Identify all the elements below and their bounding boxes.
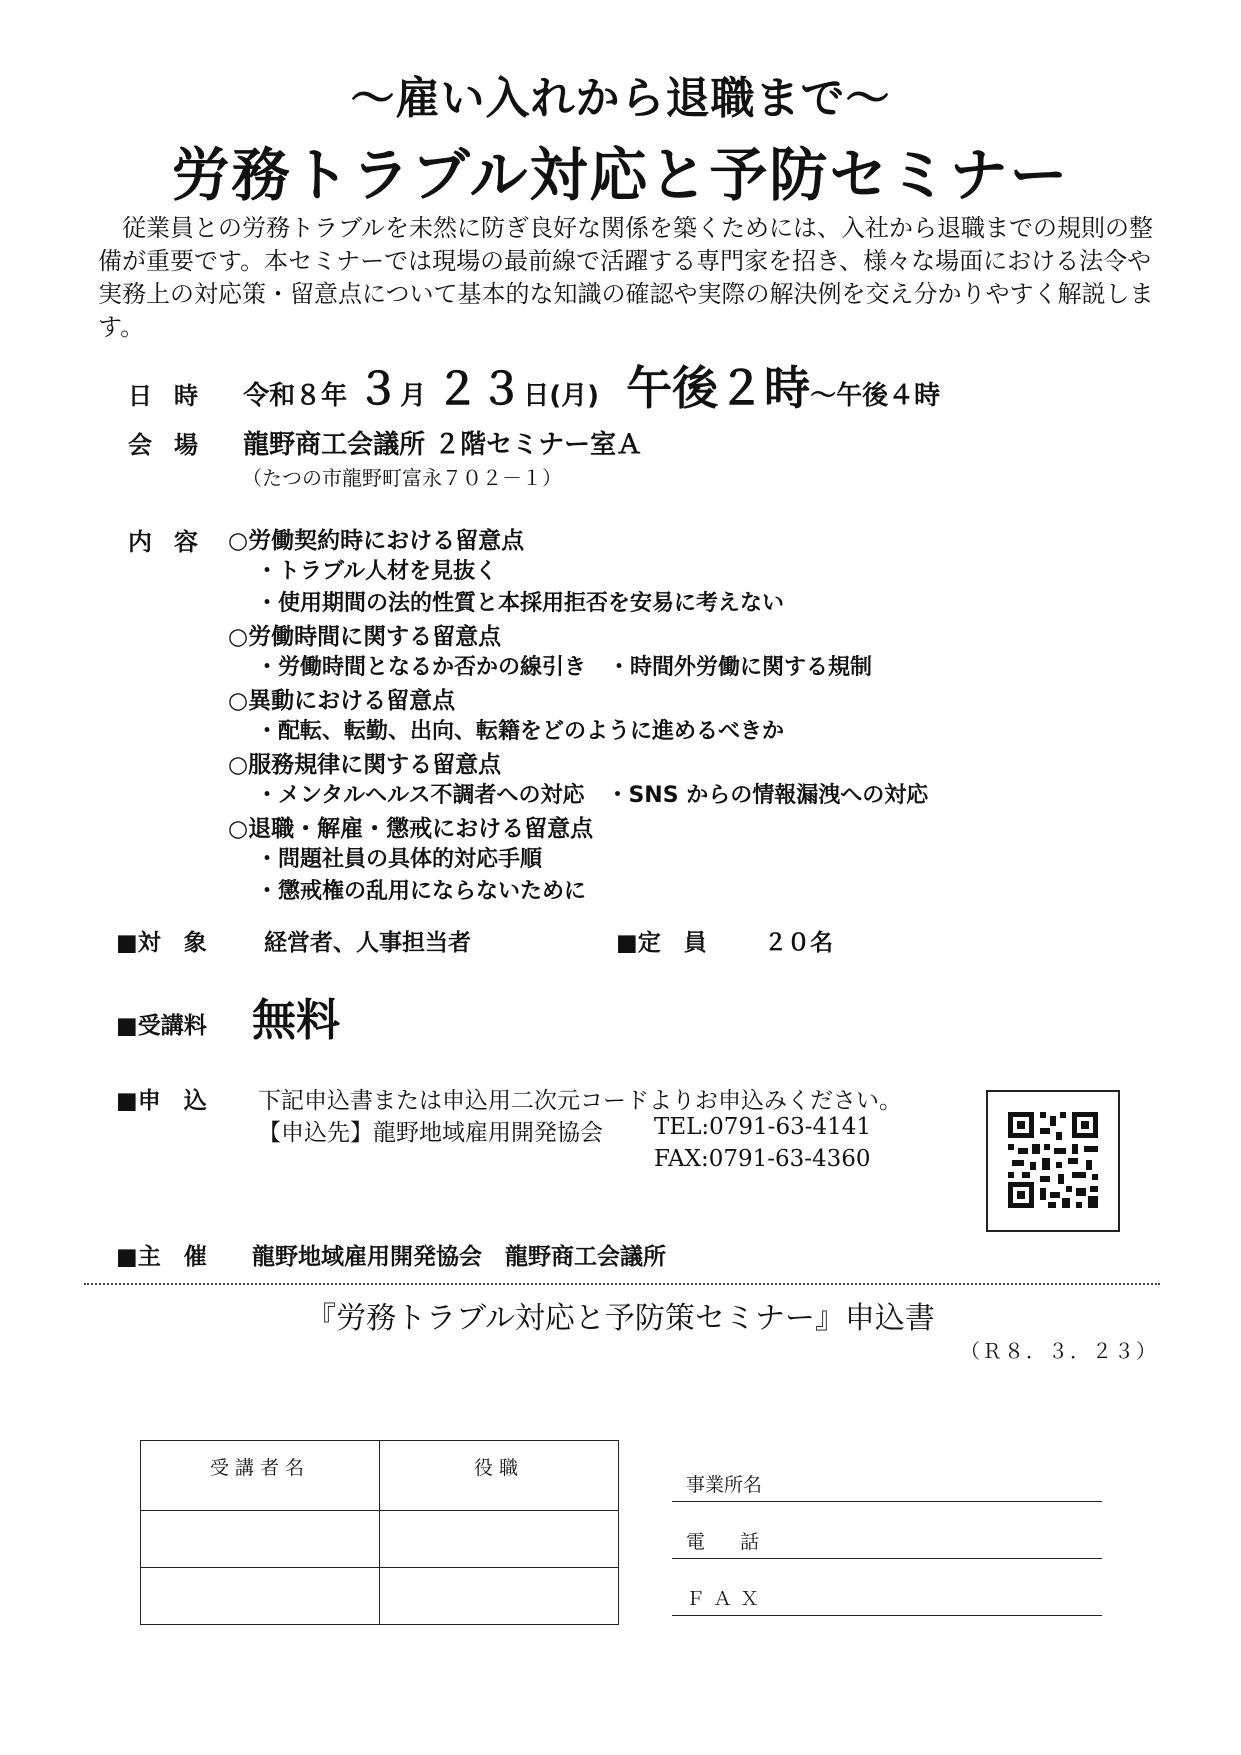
- capacity-value: ２０名: [764, 930, 833, 956]
- topic-item: ・懲戒権の乱用にならないために: [256, 879, 587, 904]
- schedule-start: 午後２時: [626, 361, 811, 415]
- venue-address: （たつの市龍野町富永７０２－１）: [242, 466, 562, 490]
- organizer-value: 龍野地域雇用開発協会 龍野商工会議所: [252, 1244, 666, 1270]
- application-tel: TEL:0791-63-4141: [654, 1114, 872, 1140]
- venue-label: 会場: [128, 431, 220, 459]
- topic-title: ○労働時間に関する留意点: [228, 624, 502, 650]
- schedule-month-unit: 月: [400, 381, 427, 411]
- venue-row: [128, 424, 642, 461]
- phone-label: 電 話: [686, 1531, 768, 1553]
- intro-paragraph: 従業員との労務トラブルを未然に防ぎ良好な関係を築くためには、入社から退職までの規則の整備が重要です。本セミナーでは現場の最前線で活躍する専門家を招き、様々な場面における法令や実務上の対応策・留意点について基本的な知識の確認や実際の解決例を交え分かりやすく解説します。: [98, 214, 1154, 341]
- topic-item: ・トラブル人材を見抜く: [256, 559, 498, 584]
- participant-position-cell[interactable]: [380, 1511, 619, 1568]
- topic-item: ・メンタルヘルス不調者への対応 ・SNS からの情報漏洩への対応: [256, 783, 929, 808]
- column-header-name: 受講者名: [141, 1441, 380, 1511]
- form-date: （Ｒ８．３．２３）: [960, 1339, 1158, 1363]
- topic-item: ・使用期間の法的性質と本採用拒否を安易に考えない: [256, 591, 785, 616]
- column-header-position: 役職: [380, 1441, 619, 1511]
- participant-name-cell[interactable]: [141, 1511, 380, 1568]
- page-title: 労務トラブル対応と予防セミナー: [171, 141, 1070, 209]
- schedule-row: [128, 352, 940, 418]
- application-label: ■申 込: [116, 1088, 207, 1114]
- fax-field[interactable]: [672, 1584, 1102, 1616]
- target-label: ■対 象: [116, 930, 207, 956]
- registration-table: [140, 1440, 619, 1625]
- organizer-label: ■主 催: [116, 1244, 207, 1270]
- participant-position-cell[interactable]: [380, 1568, 619, 1625]
- schedule-weekday: (月): [549, 381, 600, 411]
- topic-item: ・配転、転勤、出向、転籍をどのように進めるべきか: [256, 719, 785, 744]
- schedule-day: ２３: [435, 364, 524, 415]
- schedule-era: 令和８年: [243, 381, 348, 411]
- topic-title: ○異動における留意点: [228, 688, 456, 714]
- capacity-label: ■定 員: [616, 930, 707, 956]
- phone-field[interactable]: [672, 1527, 1102, 1559]
- subtitle: ～雇い入れから退職まで～: [350, 73, 891, 124]
- topic-title: ○服務規律に関する留意点: [228, 752, 502, 778]
- cut-line-divider: [84, 1283, 1160, 1285]
- topic-title: ○労働契約時における留意点: [228, 528, 525, 554]
- office-name-label: 事業所名: [686, 1474, 763, 1496]
- qr-code-frame[interactable]: [986, 1090, 1120, 1232]
- target-value: 経営者、人事担当者: [264, 930, 471, 956]
- schedule-end: ～午後４時: [810, 381, 941, 411]
- participant-name-cell[interactable]: [141, 1568, 380, 1625]
- application-fax: FAX:0791-63-4360: [654, 1146, 871, 1172]
- topic-item: ・労働時間となるか否かの線引き ・時間外労働に関する規制: [256, 655, 873, 680]
- schedule-day-unit: 日: [523, 381, 550, 411]
- schedule-month: ３: [356, 364, 401, 415]
- venue-name: 龍野商工会議所 ２階セミナー室Ａ: [243, 430, 643, 460]
- topic-item: ・問題社員の具体的対応手順: [256, 847, 543, 872]
- content-label: 内容: [128, 528, 220, 556]
- form-title: 『労務トラブル対応と予防策セミナー』申込書: [306, 1301, 935, 1336]
- table-row: [141, 1511, 619, 1568]
- fee-label: ■受講料: [116, 1013, 207, 1039]
- qr-code-icon: [988, 1092, 1118, 1230]
- schedule-label: 日時: [128, 382, 220, 410]
- table-row: [141, 1568, 619, 1625]
- fee-value: 無料: [252, 995, 340, 1046]
- fax-label: ＦＡＸ: [686, 1588, 768, 1610]
- topic-title: ○退職・解雇・懲戒における留意点: [228, 816, 594, 842]
- application-dest: 【申込先】龍野地域雇用開発協会: [258, 1120, 603, 1146]
- office-name-field[interactable]: [672, 1470, 1102, 1502]
- application-text: 下記申込書または申込用二次元コードよりお申込みください。: [258, 1088, 902, 1114]
